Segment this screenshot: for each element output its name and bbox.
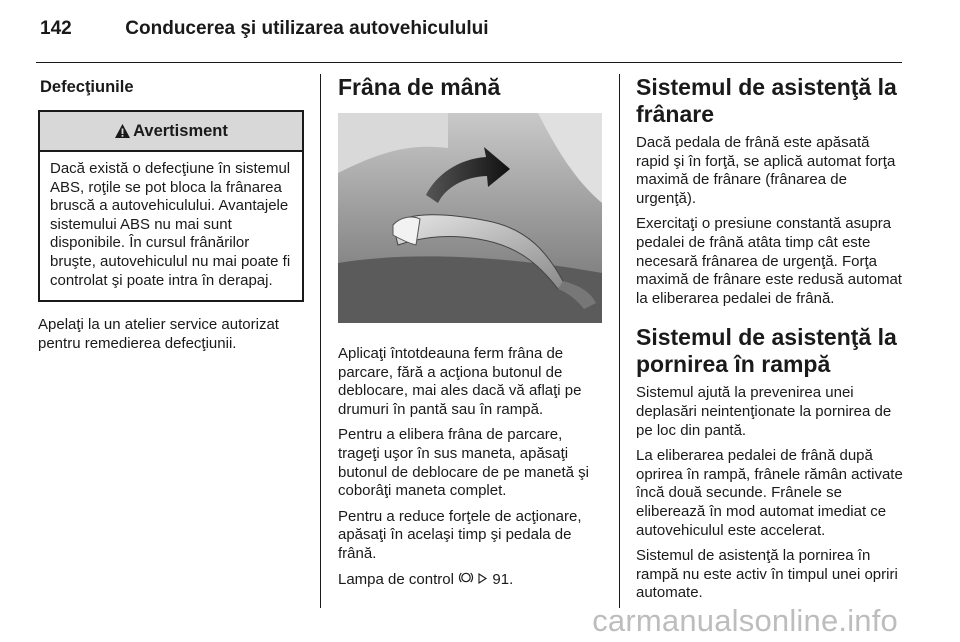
brake-warning-lamp-icon bbox=[458, 571, 474, 590]
handbrake-lever-illustration bbox=[338, 113, 602, 323]
warning-triangle-icon bbox=[114, 123, 131, 139]
page-reference-arrow-icon bbox=[478, 571, 488, 590]
header-rule bbox=[36, 62, 902, 63]
page-reference: 91. bbox=[492, 570, 514, 588]
page-header bbox=[40, 18, 488, 40]
page-number: 142 bbox=[40, 18, 72, 39]
workshop-note: Apelaţi la un atelier service autorizat pentru remedierea defecţiunii. bbox=[38, 316, 279, 352]
handbrake-p4 bbox=[338, 571, 604, 590]
chapter-title: Conducerea şi utilizarea autovehiculului bbox=[125, 18, 489, 39]
watermark: carmanualsonline.info bbox=[592, 603, 898, 638]
section-title-brake-assist: Sistemul de asistenţă la frânare bbox=[636, 74, 897, 127]
handbrake-p1: Aplicaţi întotdeauna ferm frâna de parcare, fără a acţiona butonul de deblocare, mai ales dacă vă aflaţi pe drumuri în pantă sau în rampă. bbox=[338, 345, 582, 418]
brake-assist-p1: Dacă pedala de frână este apăsată rapid şi în forţă, se aplică automat forţa maximă de frânare (frânarea de urgenţă). bbox=[636, 134, 896, 207]
hill-start-p3: Sistemul de asistenţă la pornirea în rampă nu este activ în timpul unei opriri automate. bbox=[636, 547, 898, 602]
column-divider-1 bbox=[320, 74, 321, 608]
hill-start-p2: La eliberarea pedalei de frână după oprirea în rampă, frânele rămân activate încă două secunde. Frânele se eliberează în mod automat imediat ce autovehiculul este accelerat. bbox=[636, 447, 903, 539]
warning-text: Dacă există o defecţiune în sistemul ABS, roţile se pot bloca la frânarea bruscă a autovehiculului. Avantajele sistemului ABS nu mai sunt disponibile. În cursul frânărilor bruşte, autovehiculul nu mai poate fi controlat şi poate intra în derapaj. bbox=[50, 160, 291, 289]
warning-title: Avertisment bbox=[133, 121, 228, 140]
control-lamp-label: Lampa de control bbox=[338, 570, 454, 588]
handbrake-p3: Pentru a reduce forţele de acţionare, apăsaţi în acelaşi timp şi pedala de frână. bbox=[338, 507, 582, 562]
section-title-hill-start-assist: Sistemul de asistenţă la pornirea în rampă bbox=[636, 324, 897, 378]
column-right bbox=[636, 74, 904, 610]
brake-assist-p2: Exercitaţi o presiune constantă asupra pedalei de frână atâta timp cât este necesară frânarea de urgenţă. Forţa maximă de frânare este redusă automat la eliberarea pedalei de frână. bbox=[636, 215, 902, 307]
warning-header bbox=[40, 112, 302, 152]
column-middle bbox=[338, 74, 604, 596]
column-divider-2 bbox=[619, 74, 620, 608]
section-title-defects: Defecţiunile bbox=[40, 78, 134, 96]
column-left bbox=[38, 74, 304, 360]
section-title-handbrake: Frâna de mână bbox=[338, 74, 501, 100]
handbrake-p2: Pentru a elibera frâna de parcare, trageţi uşor în sus maneta, apăsaţi butonul de deblocare de pe manetă şi coborâţi maneta complet. bbox=[338, 426, 590, 500]
hill-start-p1: Sistemul ajută la prevenirea unei deplasări neintenţionate la pornirea de pe loc din pantă. bbox=[636, 384, 892, 439]
warning-box bbox=[38, 110, 304, 302]
